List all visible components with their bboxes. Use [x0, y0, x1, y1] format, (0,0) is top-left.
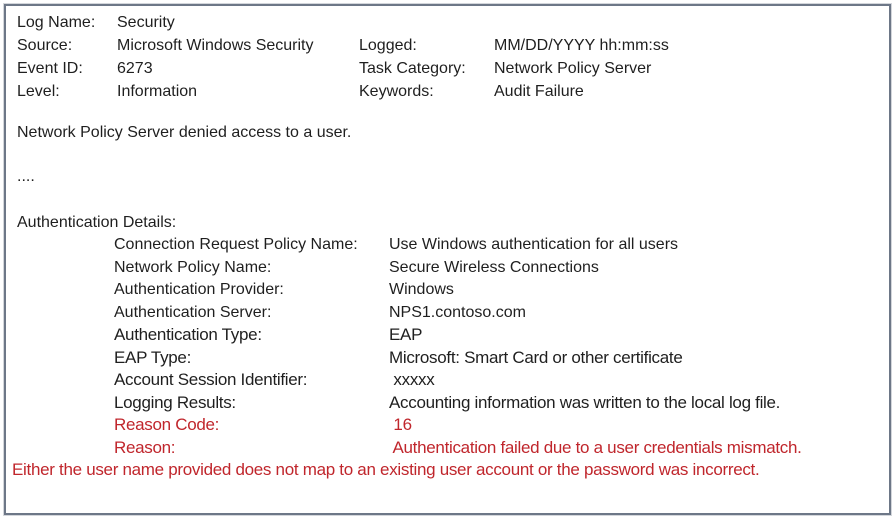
ellipsis-text: ....	[17, 168, 35, 185]
event-header	[17, 11, 879, 103]
event-header-row	[17, 34, 879, 57]
auth-details-heading: Authentication Details:	[17, 214, 177, 231]
detail-label: Authentication Provider:	[114, 281, 284, 298]
auth-details-list	[114, 234, 879, 459]
detail-row	[114, 369, 879, 392]
detail-row	[114, 324, 879, 347]
detail-row	[114, 257, 879, 280]
field-value: Audit Failure	[494, 83, 584, 100]
field-value: Microsoft Windows Security	[117, 37, 314, 54]
event-log-panel	[4, 4, 891, 515]
detail-label: Reason Code:	[114, 415, 220, 434]
detail-value: 16	[389, 415, 412, 434]
detail-label: Authentication Type:	[114, 325, 262, 344]
detail-row	[114, 347, 879, 370]
detail-label: Network Policy Name:	[114, 258, 272, 276]
event-description: Network Policy Server denied access to a user.	[17, 124, 352, 141]
detail-label: Connection Request Policy Name:	[114, 236, 358, 253]
detail-label: Account Session Identifier:	[114, 370, 308, 389]
event-header-row	[17, 11, 879, 34]
field-label: Event ID:	[17, 60, 83, 77]
field-label: Keywords:	[359, 83, 434, 100]
detail-row-reason-code	[114, 414, 879, 437]
field-value: Network Policy Server	[494, 60, 652, 77]
field-label: Task Category:	[359, 60, 466, 77]
detail-value: EAP	[389, 325, 423, 344]
detail-value: Windows	[389, 281, 454, 298]
field-label: Level:	[17, 83, 60, 100]
event-header-row	[17, 57, 879, 80]
field-label: Logged:	[359, 37, 417, 54]
field-label: Log Name:	[17, 14, 96, 31]
field-value: Information	[117, 83, 198, 100]
detail-row	[114, 234, 879, 257]
detail-value: Secure Wireless Connections	[389, 258, 599, 276]
detail-value: xxxxx	[389, 370, 435, 389]
reason-explanation-text: Either the user name provided does not map to an existing user account or the password was incorrect.	[12, 460, 760, 479]
detail-row-reason	[114, 437, 879, 460]
detail-value: Microsoft: Smart Card or other certificate	[389, 347, 683, 367]
field-label	[359, 11, 494, 34]
detail-value: Accounting information was written to the local log file.	[389, 392, 781, 412]
field-label: Source:	[17, 37, 73, 54]
detail-row	[114, 302, 879, 325]
field-value: Security	[117, 14, 175, 31]
detail-label: Authentication Server:	[114, 303, 272, 321]
detail-label: Reason:	[114, 437, 176, 457]
detail-value: Authentication failed due to a user credentials mismatch.	[389, 437, 802, 457]
field-value	[494, 11, 879, 34]
detail-row	[114, 279, 879, 302]
detail-label: EAP Type:	[114, 347, 192, 367]
event-header-row	[17, 80, 879, 103]
field-value: 6273	[117, 60, 153, 77]
detail-row	[114, 392, 879, 415]
field-value: MM/DD/YYYY hh:mm:ss	[494, 37, 669, 54]
detail-value: NPS1.contoso.com	[389, 303, 526, 321]
detail-label: Logging Results:	[114, 392, 236, 412]
detail-value: Use Windows authentication for all users	[389, 236, 679, 253]
